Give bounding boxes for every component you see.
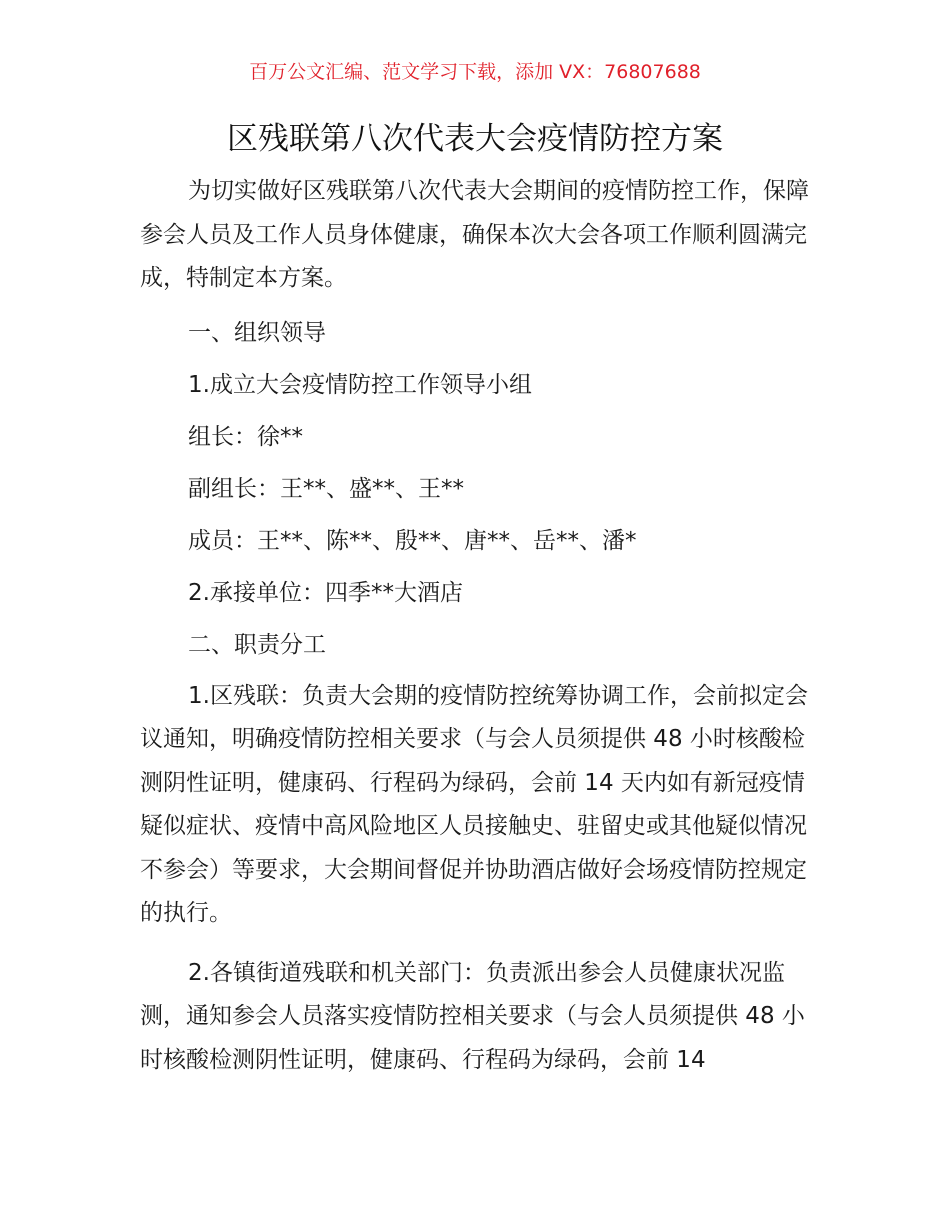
section-heading-organization: 一、组织领导 xyxy=(188,319,326,346)
document-body xyxy=(140,170,812,1082)
list-item: 1.成立大会疫情防控工作领导小组 xyxy=(188,371,532,398)
list-item: 副组长：王**、盛**、王** xyxy=(188,475,464,502)
section-heading-duties: 二、职责分工 xyxy=(188,631,326,658)
duty-paragraph-district: 1.区残联：负责大会期的疫情防控统筹协调工作，会前拟定会议通知，明确疫情防控相关要求（与会人员须提供 48 小时核酸检测阴性证明，健康码、行程码为绿码，会前 14 天内如有新冠疫情疑似症状、疫情中高风险地区人员接触史、驻留史或其他疑似情况不参会）等要求，大会期间督促并协助酒店做好会场疫情防控规定的执行。 xyxy=(140,682,808,926)
intro-paragraph: 为切实做好区残联第八次代表大会期间的疫情防控工作，保障参会人员及工作人员身体健康，确保本次大会各项工作顺利圆满完成，特制定本方案。 xyxy=(140,178,809,291)
list-item: 组长：徐** xyxy=(188,423,303,450)
list-item: 成员：王**、陈**、殷**、唐**、岳**、潘* xyxy=(188,527,637,554)
list-item: 2.承接单位：四季**大酒店 xyxy=(188,579,463,606)
document-title: 区残联第八次代表大会疫情防控方案 xyxy=(227,121,723,157)
watermark-header: 百万公文汇编、范文学习下载，添加 VX：76807688 xyxy=(249,61,701,83)
duty-paragraph-streets: 2.各镇街道残联和机关部门：负责派出参会人员健康状况监测，通知参会人员落实疫情防控相关要求（与会人员须提供 48 小时核酸检测阴性证明，健康码、行程码为绿码，会前 14 xyxy=(140,959,805,1073)
